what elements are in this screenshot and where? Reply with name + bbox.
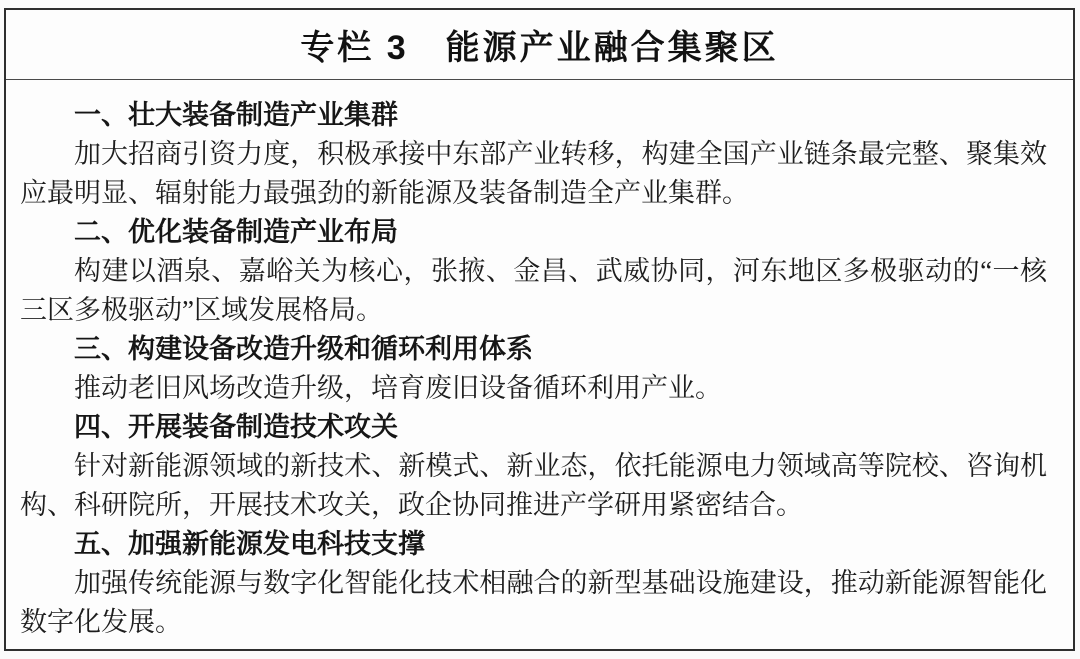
section-3-paragraph: 推动老旧风场改造升级，培育废旧设备循环利用产业。 (74, 373, 722, 403)
panel-header (6, 10, 1073, 80)
section-4-paragraph: 针对新能源领域的新技术、新模式、新业态，依托能源电力领域高等院校、咨询机构、科研院所，开展技术攻关，政企协同推进产学研用紧密结合。 (20, 451, 1047, 520)
section-2-paragraph: 构建以酒泉、嘉峪关为核心，张掖、金昌、武威协同，河东地区多极驱动的“一核三区多极驱动”区域发展格局。 (20, 256, 1047, 325)
panel-title: 专栏 3 能源产业融合集聚区 (300, 29, 779, 67)
section-2 (20, 213, 1047, 330)
panel-body (6, 80, 1073, 649)
section-2-heading: 二、优化装备制造产业布局 (74, 217, 398, 247)
section-1-heading: 一、壮大装备制造产业集群 (74, 100, 398, 130)
section-5-heading: 五、加强新能源发电科技支撑 (74, 529, 425, 559)
section-1 (20, 96, 1047, 213)
section-1-paragraph: 加大招商引资力度，积极承接中东部产业转移，构建全国产业链条最完整、聚集效应最明显、辐射能力最强劲的新能源及装备制造全产业集群。 (20, 139, 1047, 208)
section-4-heading: 四、开展装备制造技术攻关 (74, 412, 398, 442)
section-3-heading: 三、构建设备改造升级和循环利用体系 (74, 334, 533, 364)
section-5-paragraph: 加强传统能源与数字化智能化技术相融合的新型基础设施建设，推动新能源智能化数字化发展。 (20, 568, 1047, 637)
section-5 (20, 525, 1047, 642)
section-4 (20, 408, 1047, 525)
section-3 (20, 330, 1047, 408)
document-panel (4, 8, 1075, 651)
